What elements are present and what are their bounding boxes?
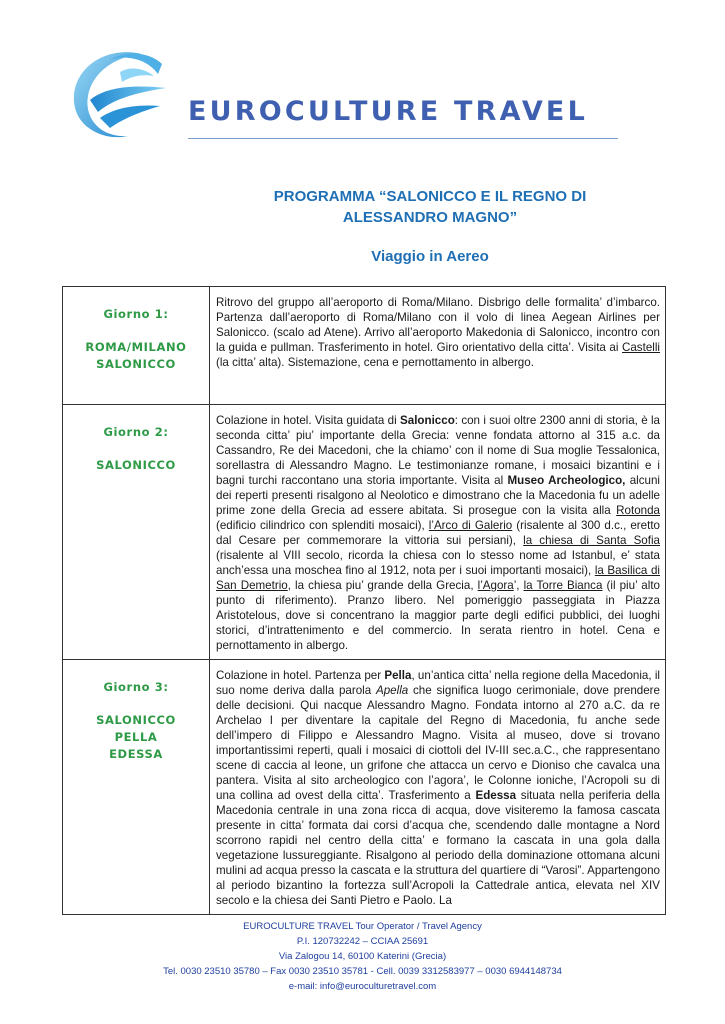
- footer-company: EUROCULTURE TRAVEL Tour Operator / Travel Agency: [243, 921, 482, 932]
- place-name: la Basilica di San Demetrio: [216, 564, 660, 592]
- day-location: SALONICCO: [96, 458, 176, 472]
- day-location: PELLA: [114, 730, 158, 744]
- day-cell: [63, 287, 210, 405]
- program-title: [200, 186, 660, 228]
- itinerary-row: [63, 287, 666, 405]
- footer-divider: [152, 914, 572, 915]
- description-text: : con i suoi oltre 2300 anni di storia, è la seconda citta’ piu’ importante della Grecia: venne fondata attorno al 315 a.c. da Cassandro, Re dei Macedoni, che la chiamo’ con il nome di Sua moglie Tessalonica, sorellastra di Alessandro Magno. Le testimonianze romane, i mosaici bizantini e i bagni turchi raccontano una storia importante. Visita al: [216, 414, 660, 487]
- description-text: (la citta’ alta). Sistemazione, cena e pernottamento in albergo.: [216, 356, 534, 369]
- place-name: la chiesa di Santa Sofia: [523, 534, 660, 547]
- day-description: [210, 660, 666, 915]
- description-text: (risalente al 300 d.c., eretto dal Cesare per commemorare la vittoria sui persiani),: [216, 519, 660, 547]
- globe-swirl-logo: [70, 42, 170, 142]
- place-name: la Torre Bianca: [523, 579, 603, 592]
- description-text: alcuni dei reperti presenti risalgono al Neolotico e dimostrano che la Macedonia fu un adelle prime zone della Grecia ad essere abitata. Si prosegue con la visita alla: [216, 474, 660, 517]
- day-location: SALONICCO: [96, 713, 176, 727]
- place-name: Rotonda: [616, 504, 660, 517]
- program-title-line2: ALESSANDRO MAGNO”: [342, 209, 518, 226]
- description-text: , la chiesa piu’ grande della Grecia,: [287, 579, 478, 592]
- program-title-line1: PROGRAMMA “SALONICCO E IL REGNO DI: [273, 188, 587, 205]
- brand-name: EUROCULTURE TRAVEL: [188, 96, 588, 127]
- itinerary-table: [62, 286, 666, 915]
- day-label: Giorno 2:: [103, 425, 169, 439]
- day-description: [210, 287, 666, 405]
- day-cell: [63, 660, 210, 915]
- day-description: [210, 405, 666, 660]
- highlight-text: Museo Archeologico,: [507, 474, 626, 487]
- footer-address: Via Zalogou 14, 60100 Katerini (Grecia): [278, 951, 447, 962]
- highlight-text: Salonicco: [400, 414, 455, 427]
- day-location: ROMA/MILANO: [85, 340, 187, 354]
- footer-vat: P.I. 120732242 – CCIAA 25691: [296, 936, 429, 947]
- footer-email[interactable]: e-mail: info@euroculturetravel.com: [288, 981, 437, 992]
- description-text: Ritrovo del gruppo all’aeroporto di Roma/Milano. Disbrigo delle formalita’ d’imbarco. Partenza dall’aeroporto di Roma/Milano con il volo di linea Aegean Airlines per Salonicco. (scalo ad Atene). Arrivo all’aeroporto Makedonia di Salonicco, incontro con la guida e pullman. Trasferimento in hotel. Giro orientativo della citta’. Visita ai: [216, 296, 660, 354]
- day-label: Giorno 3:: [103, 680, 169, 694]
- place-name: l’Arco di Galerio: [428, 519, 513, 532]
- description-text: situata nella periferia della Macedonia centrale in una zona ricca di acqua, dove visiteremo la famosa cascata presente in citta’ formata dai corsi d’acqua che, scendendo dalle montagne a Nord scorrono rapidi nel centro della citta’ e formano la cascata in una gola dalla vegetazione lussureggiante. Risalgono al periodo della dominazione ottomana alcuni mulini ad acqua presso la cascata e la struttura del quartiere di “Varosi”. Appartengono al periodo bizantino la fortezza sull’Acropoli la Cattedrale antica, elevata nel XIV secolo e la chiesa dei Santi Pietro e Paolo. La: [216, 789, 660, 907]
- footer: [80, 919, 645, 994]
- itinerary-row: [63, 660, 666, 915]
- highlight-text: Edessa: [475, 789, 517, 802]
- program-subtitle: Viaggio in Aereo: [371, 248, 489, 265]
- description-text: Apella: [375, 684, 409, 697]
- description-text: (il piu’ alto punto di riferimento). Pranzo libero. Nel pomeriggio passeggiata in Piazza Aristotelous, dove si concentrano la maggior parte degli edifici pubblici, dei luoghi storici, d’intrattenimento e del commercio. In serata rientro in hotel. Cena e pernottamento in albergo.: [216, 579, 660, 652]
- description-text: (edificio cilindrico con splenditi mosaici),: [216, 519, 429, 532]
- description-text: Colazione in hotel. Visita guidata di: [216, 414, 401, 427]
- header-divider: [188, 138, 618, 139]
- day-label: Giorno 1:: [103, 307, 169, 321]
- description-text: Colazione in hotel. Partenza per: [216, 669, 385, 682]
- place-name: l’Agora: [477, 579, 514, 592]
- day-location: EDESSA: [109, 747, 163, 761]
- description-text: (risalente al VIII secolo, ricorda la chiesa con lo stesso nome ad Istanbul, e’ stata anch’essa una moschea fino al 1912, nota per i suoi importanti mosaici),: [216, 549, 660, 577]
- highlight-text: Pella: [384, 669, 412, 682]
- description-text: , un’antica citta’ nella regione della Macedonia, il suo nome deriva dalla parola: [216, 669, 661, 697]
- footer-phones: Tel. 0030 23510 35780 – Fax 0030 23510 35781 - Cell. 0039 3312583977 – 0030 6944148734: [163, 966, 562, 977]
- itinerary-row: [63, 405, 666, 660]
- description-text: che significa luogo cerimoniale, dove prendere delle decisioni. Qui nacque Alessandro Magno. Fondata intorno al 270 a.C. da re Archelao I per diventare la capitale del Regno di Macedonia, fu anche sede dell’impero di Filippo e Alessandro Magno. Visita al museo, dove si trovano importantissimi reperti, quali i mosaici di ciottoli del IV-III sec.a.C., che rappresentano scene di caccia al leone, un grifone che attacca un cervo e Dioniso che cavalca una pantera. Visita al sito archeologico con l’agora’, le Colonne ioniche, l’Acropoli su di una collina ad ovest della citta’. Trasferimento a: [216, 684, 660, 802]
- day-cell: [63, 405, 210, 660]
- day-location: SALONICCO: [96, 357, 176, 371]
- description-text: ’,: [513, 579, 524, 592]
- place-name: Castelli: [621, 341, 660, 354]
